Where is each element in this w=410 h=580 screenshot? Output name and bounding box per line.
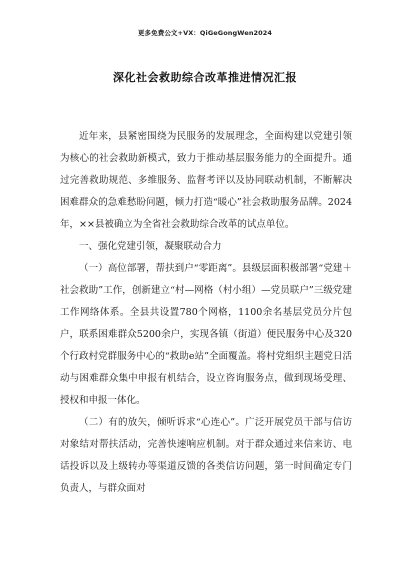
paragraph-item-1: （一）高位部署，帮扶到户“零距离”。县级层面积极部署“党建＋社会救助”工作，创新建立“村—网格（村小组）—党员联户”三级党建工作网络体系。全县共设置780个网格，1100余名基层党员分片包户，联系困难群众5200余户，实现各镇（街道）便民服务中心及320个行政村党群服务中心的“救助e站”全面覆盖。将村党组织主题党日活动与困难群众集中申报有机结合，设立咨询服务点，做到现场受理、授权和申报一体化。 xyxy=(60,263,352,406)
document-body xyxy=(60,126,352,500)
paragraph-item-2: （二）有的放矢，倾听诉求“心连心”。广泛开展党员干部与信访对象结对帮扶活动，完善快速响应机制。对于群众通过来信来访、电话投诉以及上级转办等渠道反馈的各类信访问题，第一时间确定专门负责人，与群众面对 xyxy=(60,417,352,494)
header-note: 更多免费公文+VX：QiGeGongWen2024 xyxy=(137,29,273,37)
section-heading-1: 一、强化党建引领，凝聚联动合力 xyxy=(79,241,222,252)
paragraph-intro: 近年来，县紧密围绕为民服务的发展理念，全面构建以党建引领为核心的社会救助新模式，致力于推动基层服务能力的全面提升。通过完善救助规范、多维服务、监督考评以及协同联动机制，不断解决困难群众的急难愁盼问题，倾力打造“暖心”社会救助服务品牌。2024年，××县被确立为全省社会救助综合改革的试点单位。 xyxy=(60,131,352,230)
document-title: 深化社会救助综合改革推进情况汇报 xyxy=(113,71,297,84)
